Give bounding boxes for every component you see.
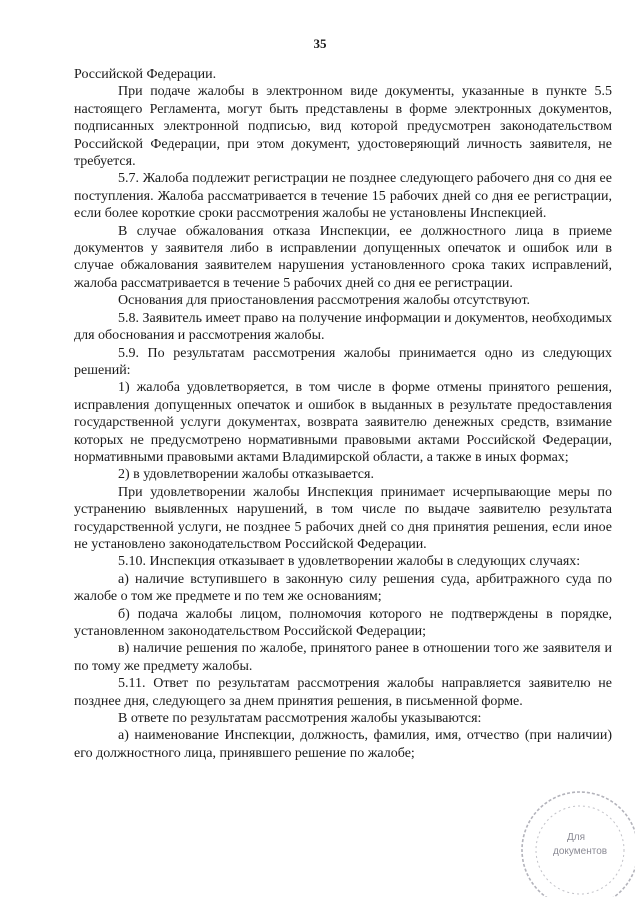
paragraph: б) подача жалобы лицом, полномочия которого не подтверждены в порядке, установленном законодательством Российской Федерации; xyxy=(74,606,612,639)
paragraph: а) наименование Инспекции, должность, фамилия, имя, отчество (при наличии) его должностного лица, принявшего решение по жалобе; xyxy=(74,728,612,761)
paragraph: 2) в удовлетворении жалобы отказывается. xyxy=(118,467,374,483)
paragraph: В ответе по результатам рассмотрения жалобы указываются: xyxy=(118,711,482,727)
paragraph: При удовлетворении жалобы Инспекция принимает исчерпывающие меры по устранению выявленных нарушений, в том числе по выдаче заявителю результата государственной услуги, не позднее 5 рабочих дней со дня принятия решения, если иное не установлено законодательством Российской Федерации. xyxy=(74,484,612,552)
paragraph: 5.10. Инспекция отказывает в удовлетворении жалобы в следующих случаях: xyxy=(118,554,581,570)
stamp-text-2: документов xyxy=(553,846,608,857)
paragraph: Основания для приостановления рассмотрения жалобы отсутствуют. xyxy=(118,293,531,309)
official-stamp xyxy=(495,782,635,897)
paragraph: 5.7. Жалоба подлежит регистрации не позднее следующего рабочего дня со дня ее поступления. Жалоба рассматривается в течение 15 рабочих дней со дня ее регистрации, если более короткие сроки рассмотрения жалобы не установлены Инспекцией. xyxy=(74,171,612,222)
paragraph: В случае обжалования отказа Инспекции, ее должностного лица в приеме документов у заявителя либо в исправлении допущенных опечаток и ошибок или в случае обжалования заявителем нарушения установленного срока таких исправлений, жалоба рассматривается в течение 5 рабочих дней со дня ее регистрации. xyxy=(74,223,612,291)
paragraph: Российской Федерации. xyxy=(74,67,217,82)
paragraph: 1) жалоба удовлетворяется, в том числе в форме отмены принятого решения, исправления допущенных опечаток и ошибок в выданных в результате предоставления государственной услуги документах, возврата заявителю денежных средств, взимание которых не предусмотрено нормативными правовыми актами Российской Федерации, нормативными правовыми актами Владимирской области, а также в иных формах; xyxy=(74,380,612,465)
page-number: 35 xyxy=(313,36,327,51)
document-body xyxy=(74,66,612,762)
paragraph: в) наличие решения по жалобе, принятого ранее в отношении того же заявителя и по тому же предмету жалобы. xyxy=(74,641,612,674)
paragraph: При подаче жалобы в электронном виде документы, указанные в пункте 5.5 настоящего Регламента, могут быть представлены в форме электронных документов, подписанных электронной подписью, вид которой предусмотрен законодательством Российской Федерации, при этом документ, удостоверяющий личность заявителя, не требуется. xyxy=(74,84,612,170)
paragraph: а) наличие вступившего в законную силу решения суда, арбитражного суда по жалобе о том же предмете и по тем же основаниям; xyxy=(74,571,612,605)
paragraph: 5.8. Заявитель имеет право на получение информации и документов, необходимых для обоснования и рассмотрения жалобы. xyxy=(74,310,612,344)
paragraph: 5.9. По результатам рассмотрения жалобы принимается одно из следующих решений: xyxy=(74,345,612,378)
stamp-text-1: Для xyxy=(567,832,586,843)
paragraph: 5.11. Ответ по результатам рассмотрения жалобы направляется заявителю не позднее дня, следующего за днем принятия решения, в письменной форме. xyxy=(74,676,612,709)
